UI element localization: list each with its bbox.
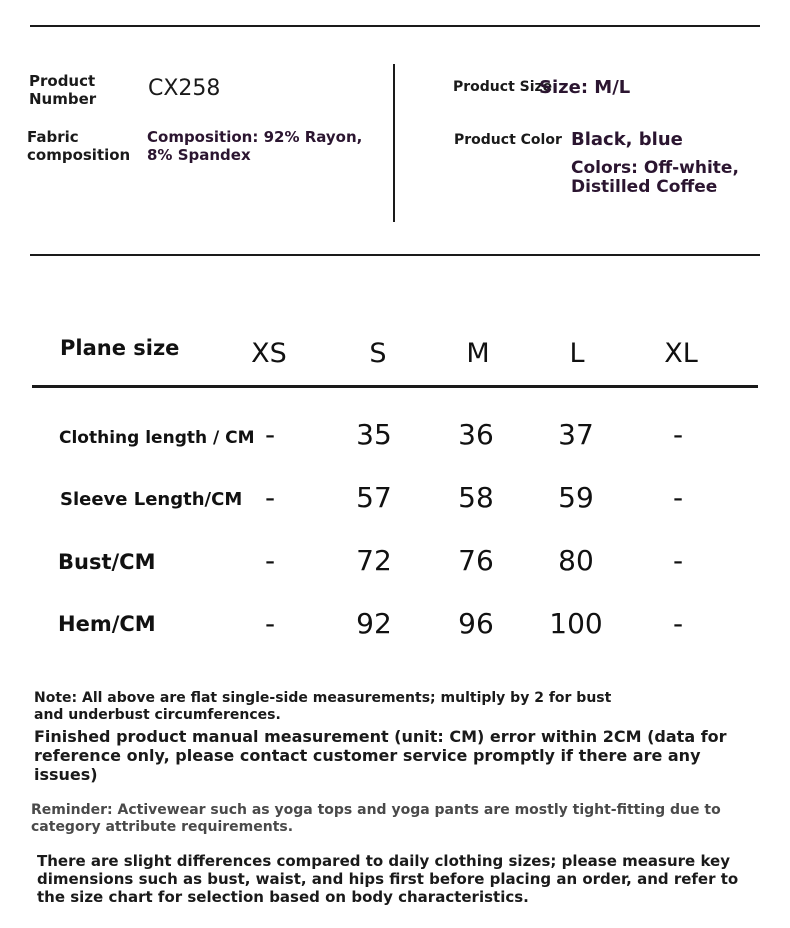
sizing-advice: There are slight differences compared to daily clothing sizes; please measure key dimensions such as bust, waist, and hips first before placing an order, and refer to the size chart for selection based on body characteristics.: [37, 852, 739, 906]
table-cell: 59: [558, 481, 594, 514]
table-cell: -: [672, 607, 684, 640]
product-color-extra: Colors: Off-white, Distilled Coffee: [571, 158, 739, 197]
table-cell: -: [264, 607, 276, 640]
product-size-label: Product Size: [453, 79, 553, 95]
table-row-label: Sleeve Length/CM: [60, 489, 243, 510]
size-column-xl: XL: [664, 338, 698, 369]
fabric-composition-label: Fabric composition: [27, 128, 131, 164]
table-cell: -: [264, 544, 276, 577]
error-note: Finished product manual measurement (unit: CM) error within 2CM (data for reference only, please contact customer service promptly if there are any issues): [34, 727, 727, 784]
table-cell: 36: [458, 418, 494, 451]
table-cell: 76: [458, 544, 494, 577]
table-row-label: Hem/CM: [58, 612, 156, 636]
size-column-xs: XS: [251, 338, 287, 369]
product-number-value: CX258: [148, 76, 221, 101]
table-cell: 35: [356, 418, 392, 451]
size-column-s: S: [369, 338, 387, 369]
product-size-value: Size: M/L: [539, 77, 631, 98]
size-column-l: L: [569, 338, 585, 369]
product-color-label: Product Color: [454, 132, 562, 148]
table-cell: 72: [356, 544, 392, 577]
info-vertical-divider: [393, 64, 395, 222]
table-cell: 96: [458, 607, 494, 640]
table-cell: -: [672, 418, 684, 451]
size-column-m: M: [466, 338, 490, 369]
table-row-label: Bust/CM: [58, 550, 156, 574]
table-cell: 37: [558, 418, 594, 451]
fabric-composition-value: Composition: 92% Rayon, 8% Spandex: [147, 128, 363, 164]
table-cell: 100: [549, 607, 603, 640]
size-table-header-label: Plane size: [60, 336, 180, 360]
measurement-note: Note: All above are flat single-side measurements; multiply by 2 for bust and underbust circumferences.: [34, 690, 612, 723]
table-cell: -: [264, 418, 276, 451]
table-cell: 58: [458, 481, 494, 514]
table-cell: 57: [356, 481, 392, 514]
product-number-label: Product Number: [29, 72, 97, 108]
table-header-rule: [32, 385, 758, 388]
middle-divider: [30, 254, 760, 256]
table-cell: -: [672, 481, 684, 514]
product-color-value: Black, blue: [571, 129, 683, 150]
table-cell: 80: [558, 544, 594, 577]
table-row-label: Clothing length / CM: [59, 428, 255, 448]
table-cell: 92: [356, 607, 392, 640]
reminder-note: Reminder: Activewear such as yoga tops and yoga pants are mostly tight-fitting due to category attribute requirements.: [31, 802, 721, 835]
table-cell: -: [264, 481, 276, 514]
top-divider: [30, 25, 760, 27]
table-cell: -: [672, 544, 684, 577]
